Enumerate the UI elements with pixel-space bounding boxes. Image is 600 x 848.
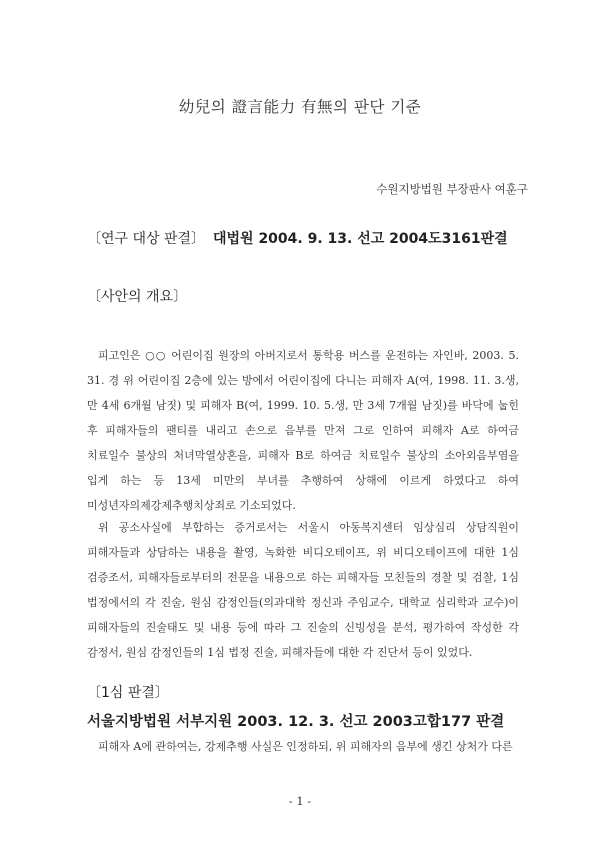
first-instance-paragraph: 피해자 A에 관하여는, 강제추행 사실은 인정하되, 위 피해자의 음부에 생긴 상처가 다른 <box>98 740 513 753</box>
case-overview-paragraph-2: 위 공소사실에 부합하는 증거로서는 서울시 아동복지센터 임상심리 상담직원이 피해자들과 상담하는 내용을 촬영, 녹화한 비디오테이프, 위 비디오테이프에 대한 1심 검증조서, 피해자들로부터의 전문을 내용으로 하는 피해자들 모친들의 경찰 및 검찰, 1심 법정에서의 각 진술, 원심 감정인들(의과대학 정신과 주임교수, 대학교 심리학과 교수)이 피해자들의 진술태도 및 내용 등에 따라 그 진술의 신빙성을 분석, 평가하여 작성한 각 감정서, 원심 감정인들의 1심 법정 진술, 피해자들에 대한 각 진단서 등이 있었다. <box>87 521 519 659</box>
case-overview-paragraph-1: 피고인은 ○○ 어린이집 원장의 아버지로서 통학용 버스를 운전하는 자인바, 2003. 5. 31. 경 위 어린이집 2층에 있는 방에서 어린이집에 다니는 피해자 A(여, 1998. 11. 3.생, 만 4세 6개월 남짓) 및 피해자 B(여, 1999. 10. 5.생, 만 3세 7개월 남짓)를 바닥에 눕힌 후 피해자들의 팬티를 내리고 손으로 음부를 만져 그로 인하여 피해자 A로 하여금 치료일수 불상의 처녀막열상혼을, 피해자 B로 하여금 치료일수 불상의 소아외음부염을 입게 하는 등 13세 미만의 부녀를 추행하여 상해에 이르게 하였다고 하여 미성년자의제강제추행치상죄로 기소되었다. <box>87 349 519 512</box>
page-number: - 1 - <box>288 794 312 808</box>
case-overview-heading: 〔사안의 개요〕 <box>87 289 188 305</box>
first-instance-heading: 〔1심 판결〕 <box>87 685 169 701</box>
research-subject-label: 〔연구 대상 판결〕 <box>87 231 206 247</box>
document-title: 幼兒의 證言能力 有無의 판단 기준 <box>178 98 422 116</box>
author-line: 수원지방법원 부장판사 여훈구 <box>376 182 528 196</box>
first-instance-court-line: 서울지방법원 서부지원 2003. 12. 3. 선고 2003고합177 판결 <box>87 714 505 730</box>
research-subject-value: 대법원 2004. 9. 13. 선고 2004도3161판결 <box>213 231 508 247</box>
